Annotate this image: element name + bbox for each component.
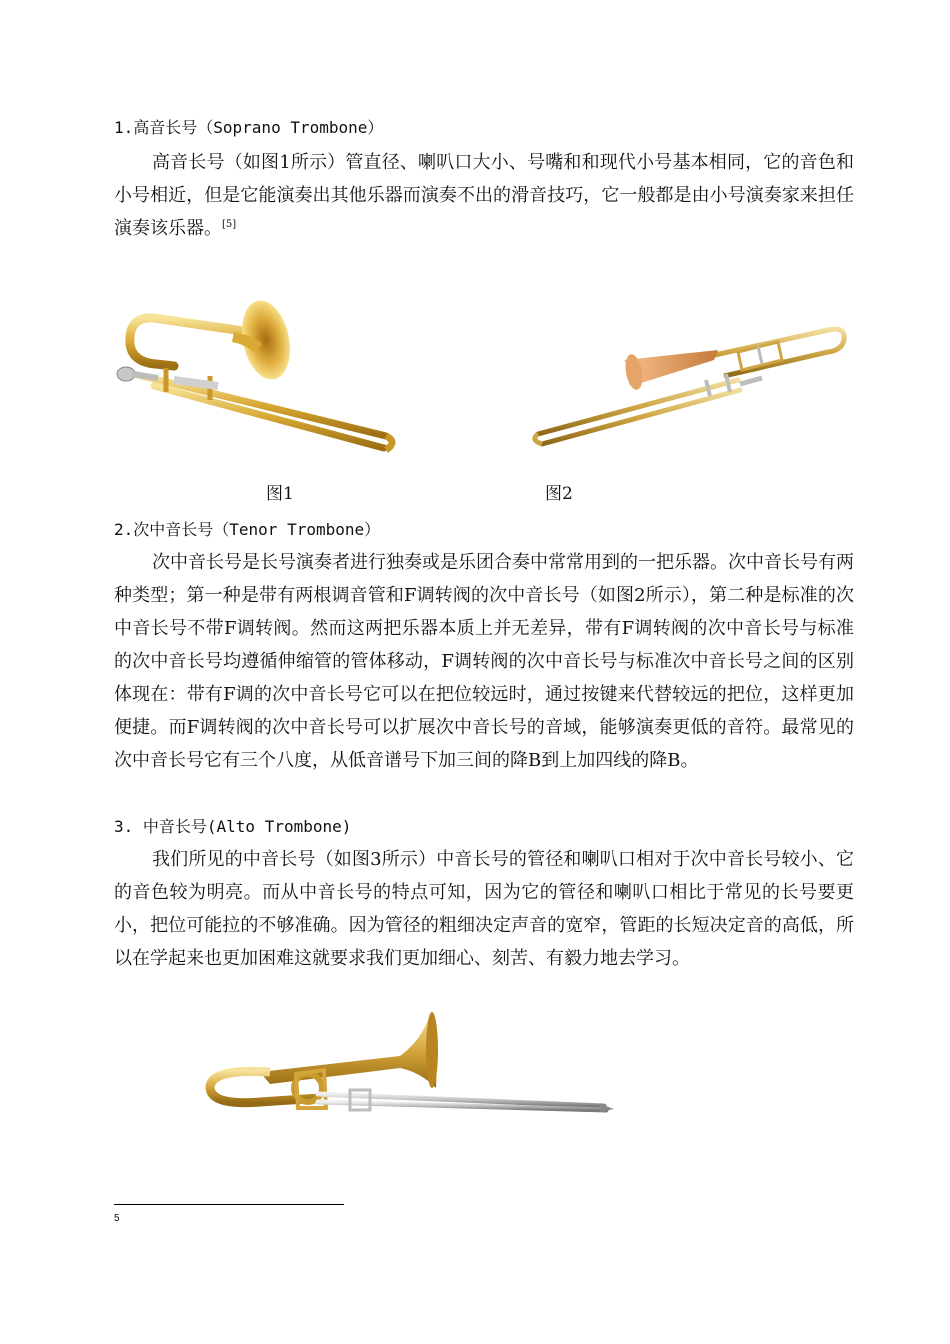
section-3-text: 我们所见的中音长号（如图3所示）中音长号的管径和喇叭口相对于次中音长号较小、它的音色较为明亮。而从中音长号的特点可知，因为它的管径和喇叭口相比于常见的长号要更小，把位可能拉的不够准确。因为管径的粗细决定声音的宽窄，管距的长短决定音的高低，所以在学起来也更加困难这就要求我们更加细心、刻苦、有毅力地去学习。 [114, 849, 854, 969]
section-2-heading: 2.次中音长号（Tenor Trombone） [114, 520, 381, 539]
tenor-trombone-image [528, 316, 850, 450]
citation-5: [5] [222, 219, 237, 230]
alto-trombone-image [200, 1010, 620, 1116]
section-1-text: 高音长号（如图1所示）管直径、喇叭口大小、号嘴和和现代小号基本相同，它的音色和小号相近，但是它能演奏出其他乐器而演奏不出的滑音技巧，它一般都是由小号演奏家来担任演奏该乐器。 [114, 152, 854, 239]
soprano-trombone-image [114, 296, 404, 458]
section-3-paragraph [114, 843, 854, 975]
figure-2-caption: 图2 [545, 484, 573, 504]
section-1-heading: 1.高音长号（Soprano Trombone） [114, 118, 384, 137]
section-3-heading: 3. 中音长号(Alto Trombone) [114, 817, 352, 836]
footnote-number: 5 [114, 1213, 120, 1224]
section-1-paragraph [114, 146, 854, 245]
figure-1-caption: 图1 [266, 484, 294, 504]
section-2-text: 次中音长号是长号演奏者进行独奏或是乐团合奏中常常用到的一把乐器。次中音长号有两种类型；第一种是带有两根调音管和F调转阀的次中音长号（如图2所示），第二种是标准的次中音长号不带F调转阀。然而这两把乐器本质上并无差异，带有F调转阀的次中音长号与标准的次中音长号均遵循伸缩管的管体移动，F调转阀的次中音长号与标准次中音长号之间的区别体现在：带有F调的次中音长号它可以在把位较远时，通过按键来代替较远的把位，这样更加便捷。而F调转阀的次中音长号可以扩展次中音长号的音域，能够演奏更低的音符。最常见的次中音长号它有三个八度，从低音谱号下加三间的降B到上加四线的降B。 [114, 552, 854, 771]
section-2-paragraph [114, 546, 854, 777]
footnote-rule [114, 1204, 344, 1205]
